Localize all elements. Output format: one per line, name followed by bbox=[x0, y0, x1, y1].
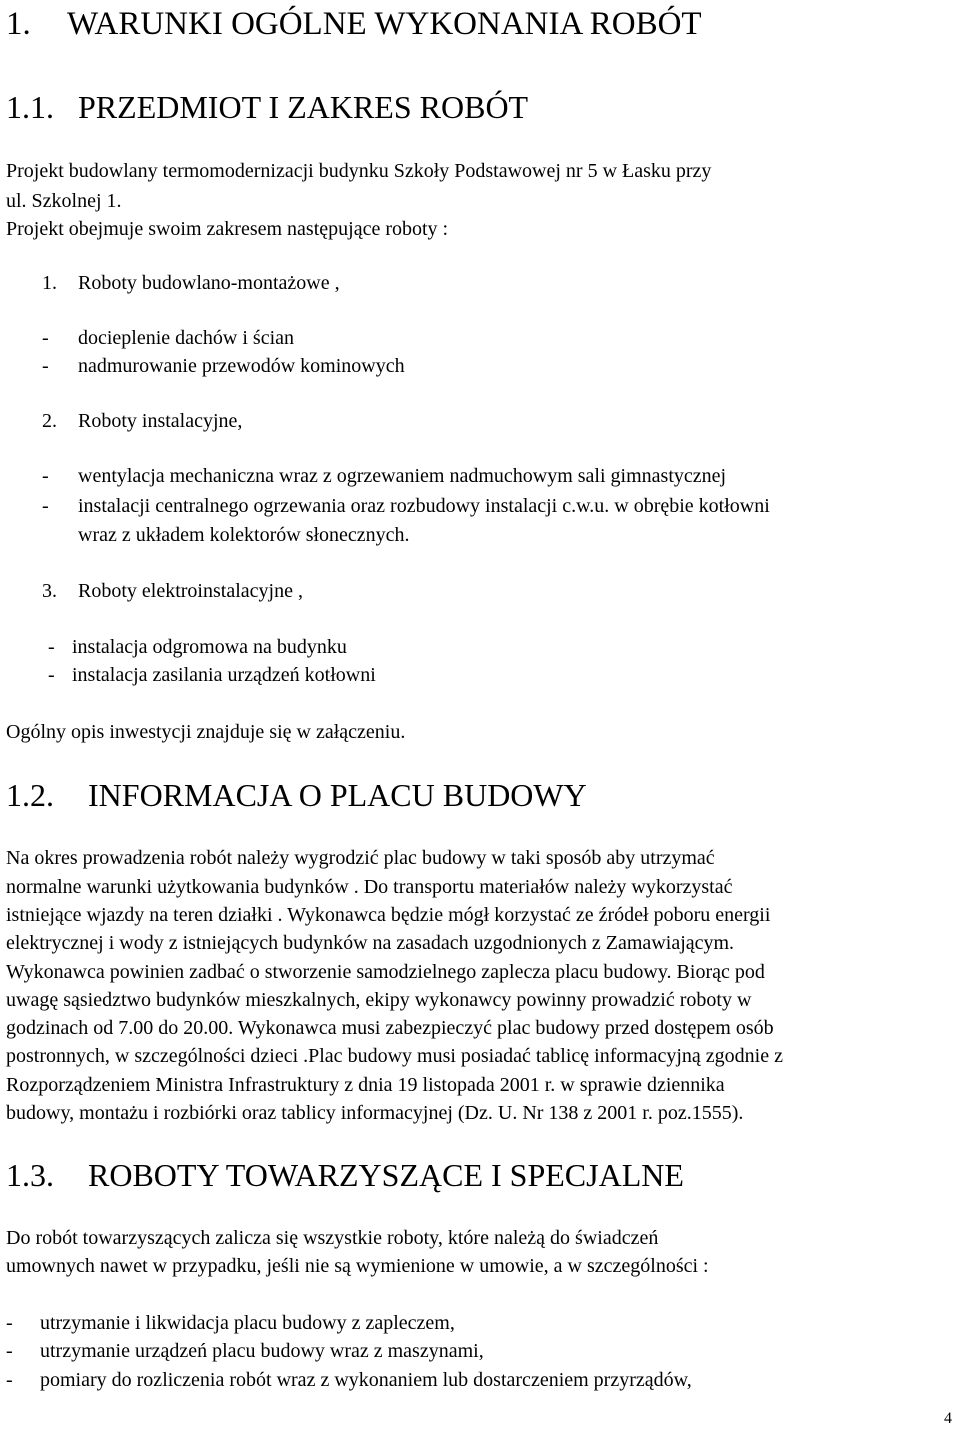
list-item-text: instalacja zasilania urządzeń kotłowni bbox=[72, 664, 376, 686]
group-2-title: Roboty instalacyjne, bbox=[78, 410, 243, 432]
list-item-text: utrzymanie urządzeń placu budowy wraz z maszynami, bbox=[40, 1340, 484, 1362]
section-1-1-heading bbox=[6, 88, 529, 126]
group-3-title: Roboty elektroinstalacyjne , bbox=[78, 580, 303, 602]
body-line: Wykonawca powinien zadbać o stworzenie samodzielnego zaplecza placu budowy. Biorąc pod bbox=[6, 961, 765, 983]
body-line: normalne warunki użytkowania budynków . Do transportu materiałów należy wykorzystać bbox=[6, 876, 733, 898]
document-page: 1. WARUNKI OGÓLNE WYKONANIA ROBÓT 1.1. PRZEDMIOT I ZAKRES ROBÓT Projekt budowlany termomodernizacji budynku Szkoły Podstawowej nr 5 w Łasku przy ul. Szkolnej 1. Projekt obejmuje swoim zakresem następujące roboty : 1. Roboty budowlano-montażowe , - docieplenie dachów i ścian - nadmurowanie przewodów kominowych 2. Roboty instalacyjne, - wentylacja mechaniczna wraz z ogrzewaniem nadmuchowym sali gimnastycznej - instalacji centralnego ogrzewania oraz rozbudowy instalacji c.w.u. w obrębie kotłowni wraz z układem kolektorów słonecznych. 3. Roboty elektroinstalacyjne , - instalacja odgromowa na budynku - instalacja zasilania urządzeń kotłowni Ogólny opis inwestycji znajduje się w załączeniu. 1.2. INFORMACJA O PLACU BUDOWY Na okres prowadzenia robót należy wygrodzić plac budowy w taki sposób aby utrzymać normalne warunki użytkowania budynków . Do transportu materiałów należy wykorzystać istniejące wjazdy na teren działki . Wykonawca będzie mógł korzystać ze źródeł poboru energii elektrycznej i wody z istniejących budynków na zasadach uzgodnionych z Zamawiającym. Wykonawca powinien zadbać o stworzenie samodzielnego zaplecza placu budowy. Biorąc pod uwagę sąsiedztwo budynków mieszkalnych, ekipy wykonawcy powinny prowadzić roboty w godzinach od 7.00 do 20.00. Wykonawca musi zabezpieczyć plac budowy przed dostępem osób postronnych, w szczególności dzieci .Plac budowy musi posiadać tablicę informacyjną zgodnie z Rozporządzeniem Ministra Infrastruktury z dnia 19 listopada 2001 r. w sprawie dziennika budowy, montażu i rozbiórki oraz tablicy informacyjnej (Dz. U. Nr 138 z 2001 r. poz.1555). 1.3. ROBOTY TOWARZYSZĄCE I SPECJALNE Do robót towarzyszących zalicza się wszystkie roboty, które należą do świadczeń umownych nawet w przypadku, jeśli nie są wymienione w umowie, a w szczególności : - utrzymanie i likwidacja placu budowy z zapleczem, - utrzymanie urządzeń placu budowy wraz z maszynami, - pomiary do rozliczenia robót wraz z wykonaniem lub dostarczeniem przyrządów, 4 bbox=[6, 6, 952, 1427]
body-line: istniejące wjazdy na teren działki . Wykonawca będzie mógł korzystać ze źródeł poboru energii bbox=[6, 904, 771, 926]
heading-1-title: WARUNKI OGÓLNE WYKONANIA ROBÓT bbox=[67, 6, 702, 42]
group-1-number: 1. bbox=[42, 272, 57, 294]
heading-1 bbox=[6, 4, 702, 44]
closing-line: Ogólny opis inwestycji znajduje się w załączeniu. bbox=[6, 721, 406, 743]
list-item-text: instalacji centralnego ogrzewania oraz rozbudowy instalacji c.w.u. w obrębie kotłowni bbox=[78, 495, 770, 517]
page-number: 4 bbox=[944, 1410, 952, 1427]
section-1-3-number: 1.3. bbox=[6, 1157, 54, 1193]
section-1-1-title: PRZEDMIOT I ZAKRES ROBÓT bbox=[78, 89, 529, 125]
group-1-title: Roboty budowlano-montażowe , bbox=[78, 272, 340, 294]
section-1-2-title: INFORMACJA O PLACU BUDOWY bbox=[88, 777, 587, 813]
body-line: uwagę sąsiedztwo budynków mieszkalnych, ekipy wykonawcy powinny prowadzić roboty w bbox=[6, 989, 752, 1011]
section-1-1-number: 1.1. bbox=[6, 89, 54, 125]
list-item-text: wentylacja mechaniczna wraz z ogrzewaniem nadmuchowym sali gimnastycznej bbox=[78, 465, 727, 487]
body-line: Na okres prowadzenia robót należy wygrodzić plac budowy w taki sposób aby utrzymać bbox=[6, 847, 715, 869]
heading-1-number: 1. bbox=[6, 6, 31, 42]
list-item-text: utrzymanie i likwidacja placu budowy z zapleczem, bbox=[40, 1312, 455, 1334]
body-line: Rozporządzeniem Ministra Infrastruktury z dnia 19 listopada 2001 r. w sprawie dziennika bbox=[6, 1074, 725, 1096]
body-line: elektrycznej i wody z istniejących budynków na zasadach uzgodnionych z Zamawiającym. bbox=[6, 932, 735, 954]
body-line: Do robót towarzyszących zalicza się wszystkie roboty, które należą do świadczeń bbox=[6, 1227, 659, 1249]
list-item-text: nadmurowanie przewodów kominowych bbox=[78, 355, 405, 377]
section-1-3-heading bbox=[6, 1156, 684, 1194]
section-1-2-number: 1.2. bbox=[6, 777, 54, 813]
group-2-number: 2. bbox=[42, 410, 57, 432]
body-line: budowy, montażu i rozbiórki oraz tablicy informacyjnej (Dz. U. Nr 138 z 2001 r. poz.1555). bbox=[6, 1102, 744, 1124]
section-1-2-heading bbox=[6, 776, 587, 814]
group-1-heading bbox=[42, 271, 340, 295]
list-item-text: pomiary do rozliczenia robót wraz z wykonaniem lub dostarczeniem przyrządów, bbox=[40, 1369, 692, 1391]
para-line: Projekt obejmuje swoim zakresem następujące roboty : bbox=[6, 218, 449, 240]
para-line: ul. Szkolnej 1. bbox=[6, 190, 122, 212]
list-item-continuation: wraz z układem kolektorów słonecznych. bbox=[78, 524, 410, 546]
list-item-text: docieplenie dachów i ścian bbox=[78, 327, 295, 349]
body-line: umownych nawet w przypadku, jeśli nie są wymienione w umowie, a w szczególności : bbox=[6, 1255, 709, 1277]
body-line: postronnych, w szczególności dzieci .Plac budowy musi posiadać tablicę informacyjną zgodnie z bbox=[6, 1045, 783, 1067]
group-2-heading bbox=[42, 409, 243, 433]
group-3-heading bbox=[42, 579, 303, 603]
section-1-3-title: ROBOTY TOWARZYSZĄCE I SPECJALNE bbox=[88, 1157, 684, 1193]
group-3-number: 3. bbox=[42, 580, 57, 602]
para-line: Projekt budowlany termomodernizacji budynku Szkoły Podstawowej nr 5 w Łasku przy bbox=[6, 160, 712, 182]
list-item-text: instalacja odgromowa na budynku bbox=[72, 636, 347, 658]
body-line: godzinach od 7.00 do 20.00. Wykonawca musi zabezpieczyć plac budowy przed dostępem osób bbox=[6, 1017, 774, 1039]
